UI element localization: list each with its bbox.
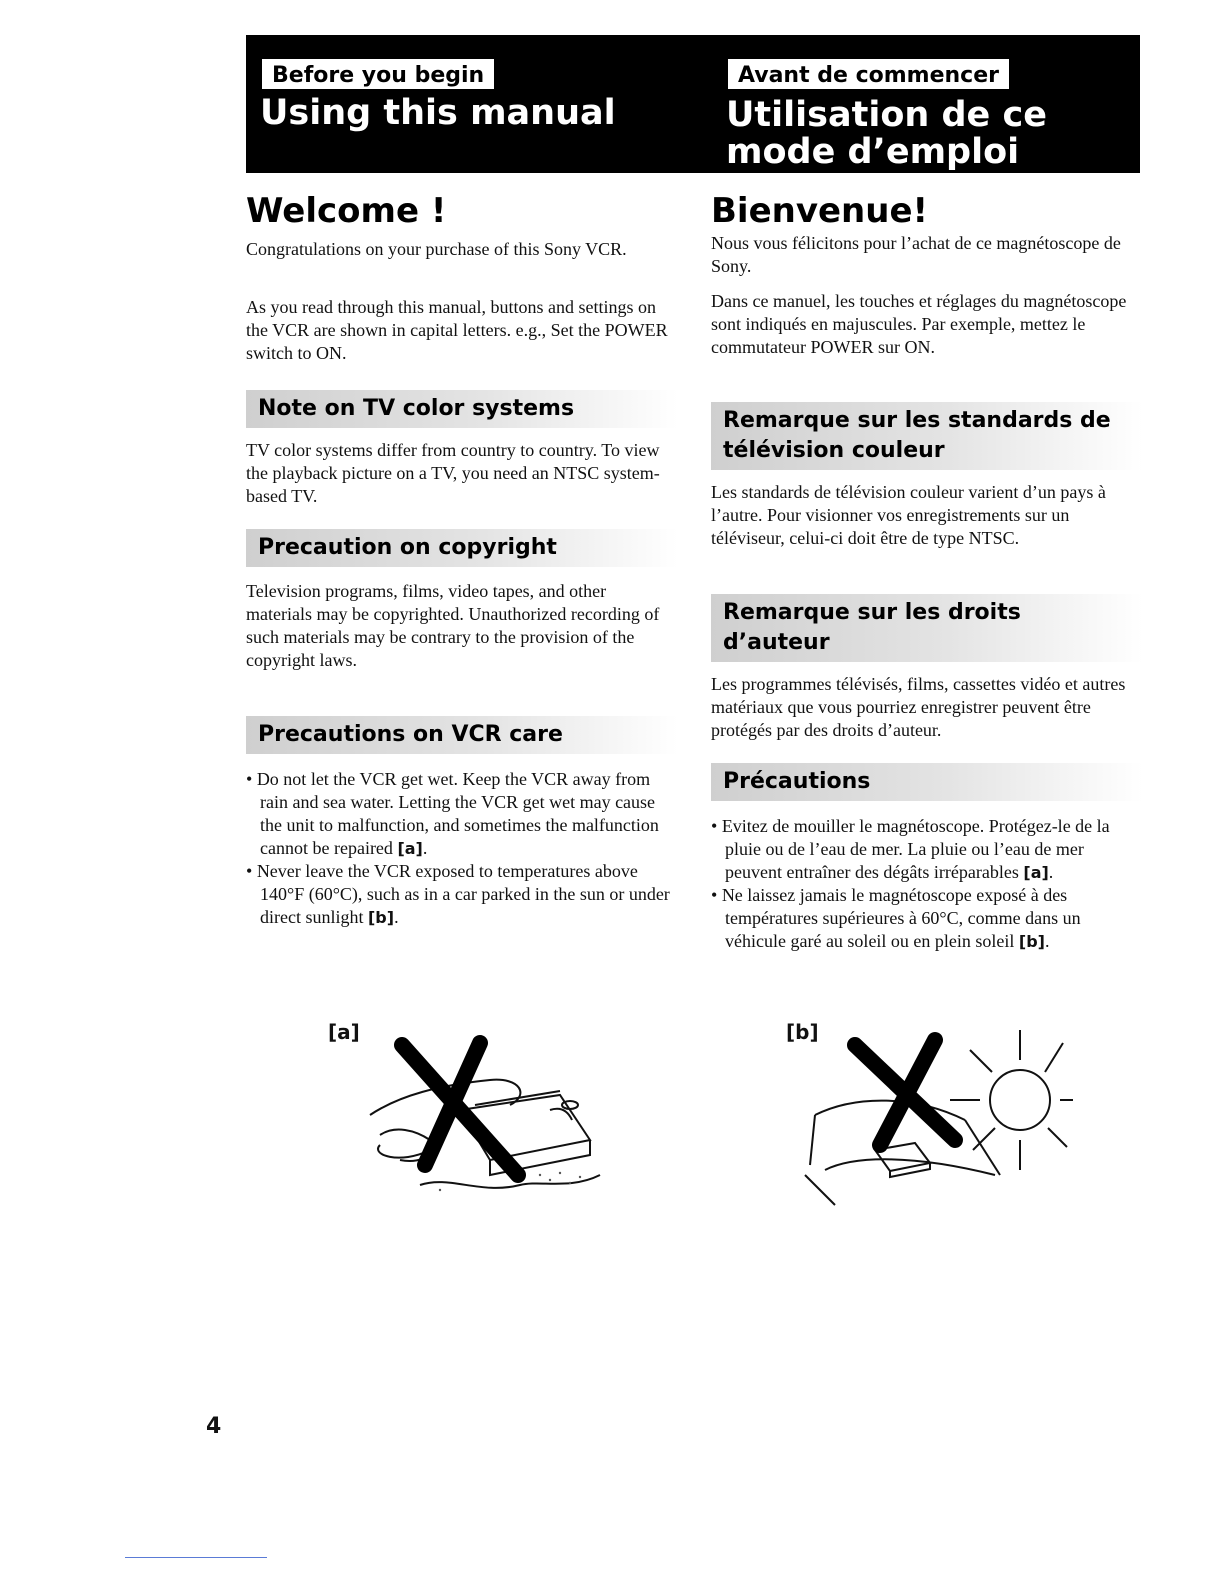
en-care-bullet-2: • Never leave the VCR exposed to temperatures above 140°F (60°C), such as in a car parked in the sun or under direct sunlight [b]. xyxy=(246,860,678,929)
sun-icon xyxy=(950,1030,1073,1170)
en-tv-color-heading: Note on TV color systems xyxy=(246,390,678,428)
en-section-tag: Before you begin xyxy=(260,57,496,91)
figure-b-label: [b] xyxy=(786,1020,819,1044)
fr-tv-color-heading xyxy=(711,402,1143,470)
fr-care-bullet-1: • Evitez de mouiller le magnétoscope. Protégez-le de la pluie ou de l’eau de mer. La pluie ou l’eau de mer peuvent entraîner des dégâts irréparables [a]. xyxy=(711,815,1143,884)
ref-b: [b] xyxy=(1018,932,1045,951)
fr-tv-color-heading-line1: Remarque sur les standards de xyxy=(723,408,1111,433)
en-welcome-heading: Welcome ! xyxy=(246,191,447,231)
figure-a-label: [a] xyxy=(328,1020,360,1044)
en-copyright-heading: Precaution on copyright xyxy=(246,529,678,567)
fr-welcome-paragraph-2: Dans ce manuel, les touches et réglages du magnétoscope sont indiqués en majuscules. Par exemple, mettez le commutateur POWER sur ON. xyxy=(711,291,1127,357)
fr-tv-color-heading-line2: télévision couleur xyxy=(723,438,945,463)
fr-care-bullet-2: • Ne laissez jamais le magnétoscope exposé à des températures supérieures à 60°C, comme dans un véhicule garé au soleil ou en plein soleil [b]. xyxy=(711,884,1143,953)
figure-a-wet-vcr-illustration xyxy=(340,1025,640,1215)
fr-tv-color-paragraph: Les standards de télévision couleur varient d’un pays à l’autre. Pour visionner vos enregistrements sur un téléviseur, celui-ci doit être de type NTSC. xyxy=(711,482,1106,548)
en-copyright-paragraph: Television programs, films, video tapes, and other materials may be copyrighted. Unauthorized recording of such materials may be contrary to the provision of the copyright laws. xyxy=(246,581,660,670)
en-care-bullet-1: • Do not let the VCR get wet. Keep the VCR away from rain and sea water. Letting the VCR get wet may cause the unit to malfunction, and sometimes the malfunction cannot be repaired [a]. xyxy=(246,768,678,860)
figure-b-sun-car-illustration xyxy=(795,1025,1075,1210)
ref-b: [b] xyxy=(367,908,395,927)
en-tv-color-paragraph: TV color systems differ from country to country. To view the playback picture on a TV, you need an NTSC system-based TV. xyxy=(246,440,660,506)
fr-welcome-heading: Bienvenue! xyxy=(711,191,929,231)
fr-copyright-heading-line1: Remarque sur les droits xyxy=(723,600,1021,625)
fr-copyright-heading-line2: d’auteur xyxy=(723,630,830,655)
prohibited-x-icon xyxy=(855,1040,955,1145)
fr-copyright-heading xyxy=(711,594,1143,662)
en-care-list xyxy=(246,768,678,929)
fr-welcome-paragraph-1: Nous vous félicitons pour l’achat de ce magnétoscope de Sony. xyxy=(711,233,1121,276)
en-page-title: Using this manual xyxy=(260,93,616,133)
fr-copyright-paragraph: Les programmes télévisés, films, cassettes vidéo et autres matériaux que vous pourriez enregistrer peuvent être protégés par des droits d’auteur. xyxy=(711,674,1126,740)
en-welcome-paragraph-2: As you read through this manual, buttons and settings on the VCR are shown in capital letters. e.g., Set the POWER switch to ON. xyxy=(246,297,668,363)
en-care-heading: Precautions on VCR care xyxy=(246,716,678,754)
ref-a: [a] xyxy=(1023,863,1049,882)
fr-page-title-line2: mode d’emploi xyxy=(726,132,1020,172)
en-welcome-paragraph-1: Congratulations on your purchase of this Sony VCR. xyxy=(246,239,627,259)
fr-care-heading: Précautions xyxy=(711,763,1143,801)
fr-page-title-line1: Utilisation de ce xyxy=(726,95,1047,135)
footer-rule xyxy=(125,1557,267,1558)
ref-a: [a] xyxy=(397,839,423,858)
fr-care-list xyxy=(711,815,1143,953)
page-number: 4 xyxy=(206,1414,222,1439)
fr-section-tag: Avant de commencer xyxy=(726,57,1011,91)
